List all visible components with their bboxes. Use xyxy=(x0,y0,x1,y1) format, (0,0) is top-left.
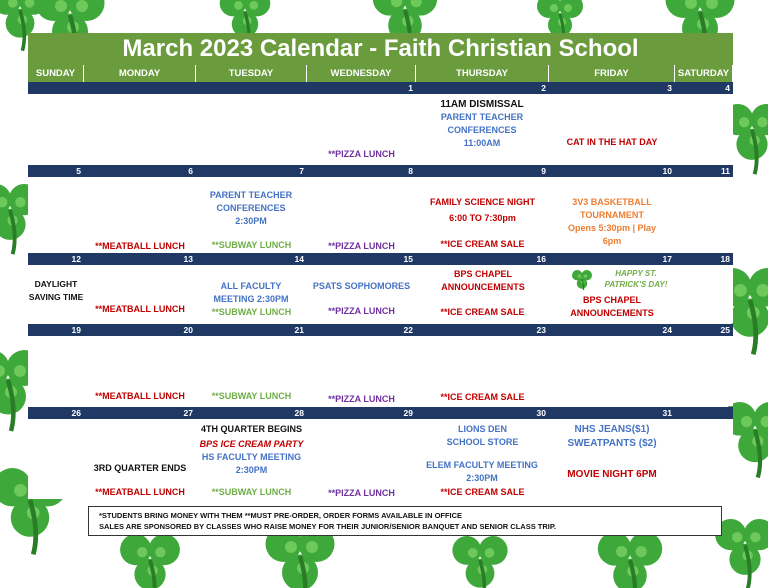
event-subway-lunch: **SUBWAY LUNCH xyxy=(211,240,292,250)
day-number: 20 xyxy=(183,325,193,335)
event-parent-teacher-conferences: PARENT TEACHER CONFERENCES 2:30PM xyxy=(209,190,293,226)
day-number: 26 xyxy=(71,408,81,418)
event-pizza-lunch: **PIZZA LUNCH xyxy=(328,241,395,251)
event-subway-lunch: **SUBWAY LUNCH xyxy=(211,487,292,497)
event-meatball-lunch: **MEATBALL LUNCH xyxy=(95,241,185,251)
day-number: 6 xyxy=(188,166,193,176)
event-lions-den-store: LIONS DEN SCHOOL STORE xyxy=(446,424,519,447)
day-number: 11 xyxy=(721,166,730,176)
event-meatball-lunch: **MEATBALL LUNCH xyxy=(95,391,185,401)
day-number xyxy=(196,82,307,94)
event-ice-cream-sale: **ICE CREAM SALE xyxy=(440,307,525,317)
calendar-day-cell xyxy=(549,94,675,164)
calendar-day-cell xyxy=(28,336,84,406)
calendar-day-cell xyxy=(28,419,84,499)
event-bps-chapel: BPS CHAPEL ANNOUNCEMENTS xyxy=(441,269,525,292)
weekday-tuesday: TUESDAY xyxy=(196,65,307,82)
day-number: 22 xyxy=(403,325,413,335)
footer-note-line2: SALES ARE SPONSORED BY CLASSES WHO RAISE MONEY FOR THEIR JUNIOR/SENIOR BANQUET AND SENIOR CLASS TRIP. xyxy=(99,522,557,531)
footer-note-line1: *STUDENTS BRING MONEY WITH THEM **MUST PRE-ORDER, ORDER FORMS AVAILABLE IN OFFICE xyxy=(99,511,463,520)
calendar-day-cell xyxy=(675,265,733,323)
day-number: 7 xyxy=(299,166,304,176)
calendar-title: March 2023 Calendar - Faith Christian School xyxy=(28,33,733,65)
calendar-day-cell xyxy=(675,336,733,406)
calendar-day-cell xyxy=(675,94,733,164)
day-number: 14 xyxy=(294,254,304,264)
day-number: 17 xyxy=(662,254,672,264)
weekday-sunday: SUNDAY xyxy=(28,65,84,82)
event-ice-cream-sale: **ICE CREAM SALE xyxy=(440,487,525,497)
event-ice-cream-sale: **ICE CREAM SALE xyxy=(440,392,525,402)
event-meatball-lunch: **MEATBALL LUNCH xyxy=(95,304,185,314)
day-number: 28 xyxy=(294,408,304,418)
day-number: 19 xyxy=(71,325,81,335)
weekday-thursday: THURSDAY xyxy=(416,65,549,82)
event-psats-sophomores: PSATS SOPHOMORES xyxy=(312,281,411,291)
weekday-saturday: SATURDAY xyxy=(675,65,733,82)
day-number: 25 xyxy=(720,325,730,335)
calendar-day-cell xyxy=(28,177,84,252)
event-quarter-begins: 4TH QUARTER BEGINS xyxy=(200,424,302,434)
calendar-day-cell xyxy=(675,419,733,499)
event-ice-cream-party: BPS ICE CREAM PARTY xyxy=(199,439,304,449)
event-pizza-lunch: **PIZZA LUNCH xyxy=(328,306,395,316)
day-number: 24 xyxy=(662,325,672,335)
day-number: 21 xyxy=(294,325,304,335)
day-number: 9 xyxy=(541,166,546,176)
event-family-science-time: 6:00 TO 7:30pm xyxy=(449,213,516,223)
calendar-day-cell xyxy=(196,94,307,164)
weekday-wednesday: WEDNESDAY xyxy=(307,65,416,82)
calendar-day-cell xyxy=(84,94,196,164)
event-quarter-ends: 3RD QUARTER ENDS xyxy=(93,463,187,473)
event-subway-lunch: **SUBWAY LUNCH xyxy=(211,391,292,401)
weekday-monday: MONDAY xyxy=(84,65,196,82)
day-number: 3 xyxy=(667,83,672,93)
event-movie-night: MOVIE NIGHT 6PM xyxy=(567,469,657,480)
day-number: 4 xyxy=(725,83,730,93)
event-cat-in-the-hat: CAT IN THE HAT DAY xyxy=(566,137,658,147)
event-meatball-lunch: **MEATBALL LUNCH xyxy=(95,487,185,497)
calendar-day-cell xyxy=(675,177,733,252)
event-basketball-tournament: 3V3 BASKETBALL TOURNAMENT xyxy=(572,197,652,220)
day-number xyxy=(675,407,733,419)
event-daylight-saving: DAYLIGHT SAVING TIME xyxy=(28,279,84,302)
day-number: 31 xyxy=(662,408,672,418)
event-ice-cream-sale: **ICE CREAM SALE xyxy=(440,239,525,249)
weekday-friday: FRIDAY xyxy=(549,65,675,82)
event-bps-chapel: BPS CHAPEL ANNOUNCEMENTS xyxy=(570,295,654,318)
event-basketball-time: Opens 5:30pm | Play 6pm xyxy=(567,223,657,246)
event-nhs-jeans: NHS JEANS($1) SWEATPANTS ($2) xyxy=(567,424,657,449)
day-number: 5 xyxy=(76,166,81,176)
day-number: 10 xyxy=(662,166,672,176)
day-number xyxy=(28,82,84,94)
day-number xyxy=(84,82,196,94)
event-pizza-lunch: **PIZZA LUNCH xyxy=(328,149,395,159)
footer-notes xyxy=(88,506,722,536)
day-number: 30 xyxy=(536,408,546,418)
day-number: 15 xyxy=(403,254,413,264)
day-number: 8 xyxy=(408,166,413,176)
event-family-science-night: FAMILY SCIENCE NIGHT xyxy=(429,197,536,207)
calendar-day-cell xyxy=(28,94,84,164)
event-pizza-lunch: **PIZZA LUNCH xyxy=(328,394,395,404)
event-all-faculty-meeting: ALL FACULTY MEETING 2:30PM xyxy=(213,281,289,304)
day-number: 23 xyxy=(536,325,546,335)
event-hs-faculty-meeting: HS FACULTY MEETING 2:30PM xyxy=(201,452,302,475)
calendar-day-cell xyxy=(549,336,675,406)
event-parent-teacher-conferences: PARENT TEACHER CONFERENCES 11:00AM xyxy=(440,112,524,148)
event-elem-faculty-meeting: ELEM FACULTY MEETING 2:30PM xyxy=(426,460,538,483)
day-number: 1 xyxy=(408,83,413,93)
day-number: 27 xyxy=(183,408,193,418)
day-number: 13 xyxy=(183,254,193,264)
day-number: 29 xyxy=(403,408,413,418)
event-st-patricks-day: HAPPY ST. PATRICK'S DAY! xyxy=(604,269,668,289)
day-number: 12 xyxy=(71,254,81,264)
day-number: 18 xyxy=(720,254,730,264)
event-subway-lunch: **SUBWAY LUNCH xyxy=(211,307,292,317)
event-dismissal: 11AM DISMISSAL xyxy=(440,99,524,110)
day-number: 2 xyxy=(541,83,546,93)
event-pizza-lunch: **PIZZA LUNCH xyxy=(328,488,395,498)
day-number: 16 xyxy=(536,254,546,264)
shamrock-icon xyxy=(572,270,592,290)
